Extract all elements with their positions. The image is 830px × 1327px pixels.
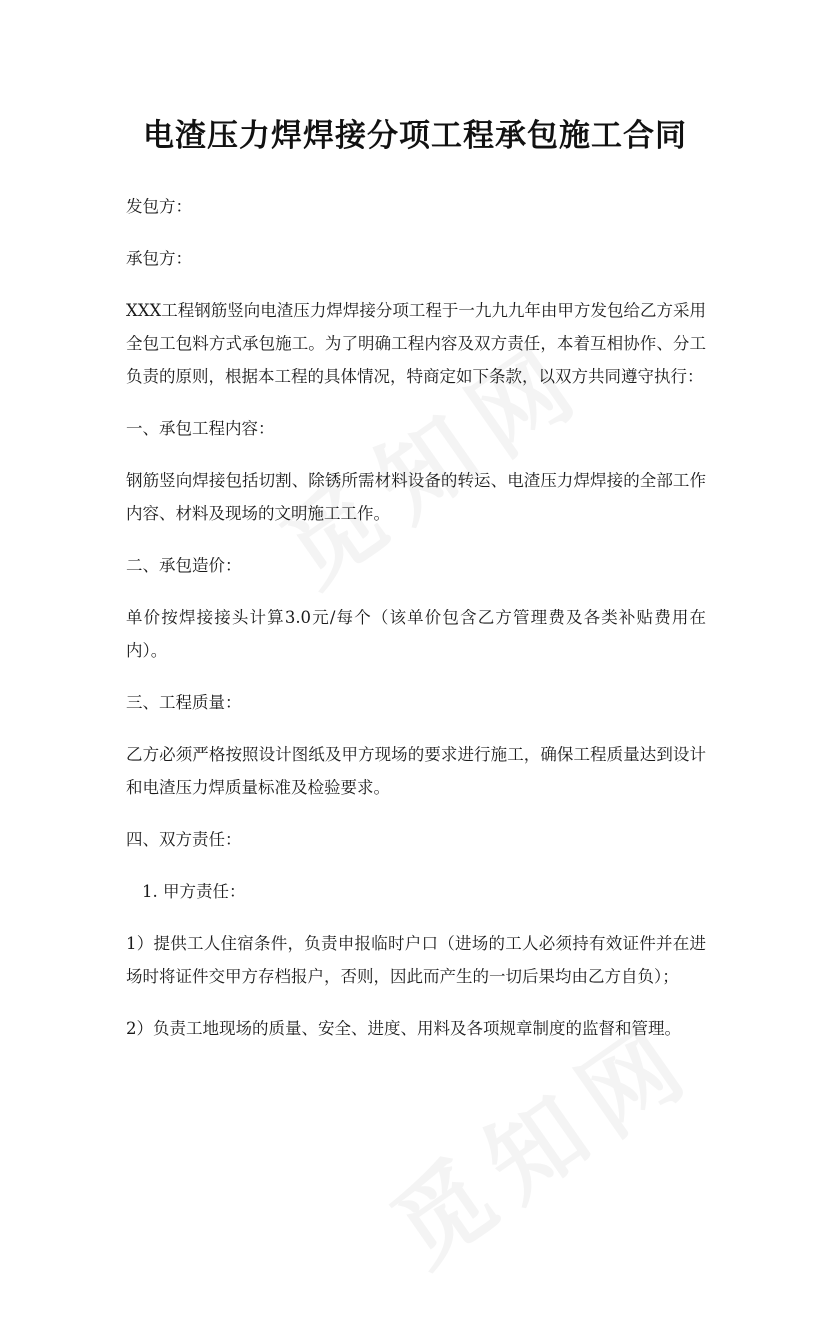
section-heading-3: 三、工程质量： [126,693,242,712]
section-heading-1: 一、承包工程内容： [126,419,275,438]
section-content-2: 单价按焊接接头计算3.0元/每个（该单价包含乙方管理费及各类补贴费用在内）。 [126,608,706,660]
section-heading-4: 四、双方责任： [126,830,242,849]
party-b-line: 承包方： [126,249,192,268]
party-a-line: 发包方： [126,197,192,216]
sub-heading-party-a: 1. 甲方责任： [142,882,246,901]
document-body [126,190,706,1064]
intro-paragraph: XXX工程钢筋竖向电渣压力焊焊接分项工程于一九九九年由甲方发包给乙方采用全包工包料方式承包施工。为了明确工程内容及双方责任，本着互相协作、分工负责的原则，根据本工程的具体情况，特商定如下条款，以双方共同遵守执行： [126,301,706,386]
party-a-duty-2: 2）负责工地现场的质量、安全、进度、用料及各项规章制度的监督和管理。 [126,1019,681,1038]
section-heading-2: 二、承包造价： [126,556,242,575]
section-content-3: 乙方必须严格按照设计图纸及甲方现场的要求进行施工，确保工程质量达到设计和电渣压力焊质量标准及检验要求。 [126,745,706,797]
party-a-duty-1: 1）提供工人住宿条件，负责申报临时户口（进场的工人必须持有效证件并在进场时将证件交甲方存档报户，否则，因此而产生的一切后果均由乙方自负）； [126,934,706,986]
section-content-1: 钢筋竖向焊接包括切割、除锈所需材料设备的转运、电渣压力焊焊接的全部工作内容、材料及现场的文明施工工作。 [126,471,706,523]
page-title: 电渣压力焊焊接分项工程承包施工合同 [143,118,687,154]
